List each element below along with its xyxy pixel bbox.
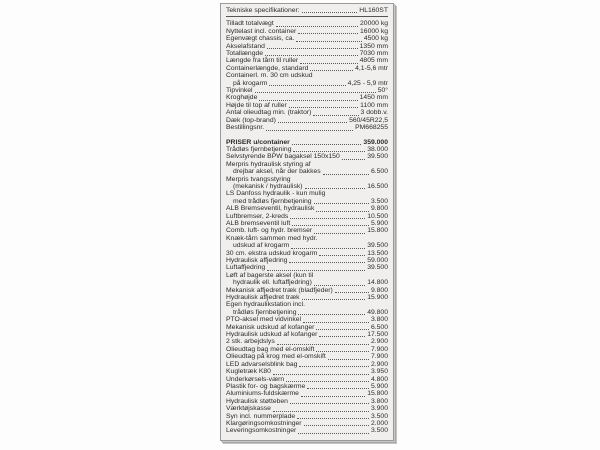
- dot-leader: [342, 159, 365, 160]
- dot-leader: [335, 292, 369, 293]
- dot-leader: [267, 270, 365, 271]
- row-label-line1: Merpris hydraulisk styring af: [226, 160, 311, 168]
- row-value: 359.000: [363, 138, 388, 146]
- table-row: [226, 109, 388, 116]
- row-label: med trådløs fjernbetjening: [233, 197, 312, 205]
- table-row: [226, 301, 388, 316]
- row-value: 3.800: [370, 316, 388, 324]
- row-label: Olieudtag bag med el-omskift: [226, 345, 315, 353]
- row-label: Selvstyrende BPW bagaksel 150x150: [226, 153, 340, 161]
- row-label: Hydraulisk udskud af kofanger: [226, 331, 318, 339]
- row-label: Akselafstand: [226, 42, 265, 50]
- row-value: 3.500: [370, 412, 388, 420]
- table-row: [226, 146, 388, 153]
- row-value: 6.500: [370, 323, 388, 331]
- table-row: [226, 161, 388, 176]
- table-row: [226, 117, 388, 124]
- row-value: 4.800: [370, 375, 388, 383]
- row-label: Hydraulisk affjedring: [226, 257, 288, 264]
- dot-leader: [273, 374, 369, 375]
- table-row: [226, 405, 388, 412]
- dot-leader: [292, 144, 362, 145]
- row-label: Højde til top af ruller: [226, 101, 287, 109]
- dot-leader: [316, 329, 369, 330]
- row-label: Plastik for- og bagskærme: [226, 382, 306, 390]
- dot-leader: [276, 26, 358, 27]
- row-value: 6.500: [370, 168, 388, 176]
- row-label: Tilladt totalvægt: [226, 20, 274, 28]
- row-value: 16000 kg: [360, 27, 388, 35]
- table-row: [226, 20, 388, 27]
- row-label: Totallængde: [226, 50, 264, 58]
- table-header-value: HL160ST: [359, 7, 388, 14]
- table-row: [226, 139, 388, 146]
- row-label: Luftaffjedring: [226, 264, 266, 272]
- row-value: 15.800: [367, 227, 388, 235]
- table-row: [226, 65, 388, 72]
- row-label: Trådløs fjernbetjening: [226, 145, 292, 153]
- dot-leader: [319, 336, 365, 337]
- row-label: Leveringsomkostninger: [226, 427, 297, 435]
- row-value: 10.500: [367, 212, 388, 220]
- dot-leader: [316, 211, 369, 212]
- row-label: Tipvinkel: [226, 87, 253, 95]
- row-label: Værktøjskasse: [226, 405, 271, 413]
- table-row: [226, 272, 388, 287]
- row-label-line1: LS Danfoss hydraulik - kun mulig: [226, 190, 326, 198]
- dot-leader: [301, 396, 365, 397]
- row-value: 3 dobb.v.: [360, 109, 388, 117]
- row-label: Comb. luft- og hydr. bremser: [226, 227, 313, 235]
- table-row: [226, 316, 388, 323]
- row-label-line1: Containerl. m. 30 cm udskud: [226, 72, 313, 80]
- dot-leader: [291, 248, 365, 249]
- row-label: Nyttelast incl. container: [226, 27, 297, 35]
- dot-leader: [267, 48, 358, 49]
- row-label: Aluminiums-fuldskærme: [226, 390, 299, 398]
- dot-leader: [290, 218, 365, 219]
- row-label: Bestillingsnr.: [226, 124, 265, 132]
- row-label: Syn incl. nummerplade: [226, 412, 296, 420]
- row-value: 38.000: [367, 145, 388, 153]
- row-label-line1: Knæk-tårn sammen med hydr.: [226, 234, 318, 242]
- row-label: trådløs fjernbetjening: [233, 308, 297, 316]
- row-value: 50°: [377, 87, 388, 95]
- table-row: [226, 413, 388, 420]
- row-label: Antal olieudtag min. (traktor): [226, 109, 312, 117]
- table-row: [226, 250, 388, 257]
- row-label: Længde fra tårn til ruller: [226, 57, 299, 65]
- row-label: (mekanisk / hydraulisk): [233, 182, 303, 190]
- table-row: [226, 235, 388, 250]
- row-label-line1: Merpris tvangsstyring: [226, 175, 291, 183]
- dot-leader: [296, 41, 361, 42]
- row-label: Mekanisk udskud af kofanger: [226, 323, 315, 331]
- table-row: [226, 35, 388, 42]
- table-row: [226, 287, 388, 294]
- table-row: [226, 264, 388, 271]
- table-row: [226, 28, 388, 35]
- table-row: [226, 427, 388, 434]
- row-value: 1100 mm: [360, 101, 388, 109]
- table-header-label: Tekniske specifikationer:: [226, 7, 300, 14]
- table-row: [226, 205, 388, 212]
- table-row: [226, 213, 388, 220]
- spec-table: [220, 3, 394, 441]
- dot-leader: [269, 85, 345, 86]
- row-label: på krogarm: [233, 79, 268, 87]
- row-label-line1: Egen hydraulikstation incl.: [226, 301, 305, 309]
- row-value: 13.500: [367, 249, 388, 257]
- table-row: [226, 331, 388, 338]
- row-value: 49.800: [367, 308, 388, 316]
- row-value: PM668255: [355, 124, 388, 132]
- row-value: 5.900: [370, 219, 388, 227]
- row-label: Klargøringsomkostninger: [226, 419, 302, 427]
- dot-leader: [304, 425, 369, 426]
- table-row: [226, 220, 388, 227]
- row-label: Hydraulisk affjedret træk: [226, 294, 300, 302]
- row-value: 5.900: [370, 382, 388, 390]
- row-label: PTO-aksel med vidvinkel: [226, 316, 302, 324]
- row-label: drejbar aksel, når der bakkes: [233, 168, 321, 176]
- dot-leader: [302, 12, 358, 13]
- table-row: [226, 227, 388, 234]
- row-label: ALB Bremseventil, hydraulisk: [226, 205, 315, 213]
- row-value: 1350 mm: [359, 42, 388, 50]
- row-label: Kugletræk K80: [226, 368, 271, 376]
- table-row: [226, 294, 388, 301]
- row-value: 59.000: [367, 257, 388, 264]
- row-value: 2.900: [370, 360, 388, 368]
- dot-leader: [289, 262, 365, 263]
- table-row: [226, 383, 388, 390]
- row-value: 14.800: [367, 279, 388, 287]
- table-row: [226, 43, 388, 50]
- row-label: Kroghøjde: [226, 94, 258, 102]
- row-label: udskud af krogarm: [233, 242, 290, 250]
- dot-leader: [297, 418, 369, 419]
- table-row: [226, 102, 388, 109]
- table-row: [226, 190, 388, 205]
- table-row: [226, 338, 388, 345]
- dot-leader: [292, 225, 369, 226]
- row-value: 3.500: [370, 427, 388, 435]
- dot-leader: [293, 151, 365, 152]
- row-value: 39.500: [367, 153, 388, 161]
- dot-leader: [303, 322, 369, 323]
- row-label: Containerlængde, standard: [226, 64, 309, 72]
- dot-leader: [328, 359, 369, 360]
- dot-leader: [298, 314, 365, 315]
- table-row: [226, 153, 388, 160]
- row-label: Egenvægt chassis, ca.: [226, 35, 295, 43]
- dot-leader: [313, 115, 358, 116]
- row-label: 30 cm. ekstra udskud krogarm: [226, 249, 318, 257]
- dot-leader: [299, 366, 369, 367]
- table-row: [226, 361, 388, 368]
- dot-leader: [266, 130, 353, 131]
- row-label: Underkørsels-værn: [226, 375, 285, 383]
- table-row: [226, 124, 388, 131]
- row-value: 39.500: [367, 264, 388, 272]
- dot-leader: [298, 433, 369, 434]
- dot-leader: [314, 233, 365, 234]
- row-value: 3.800: [370, 397, 388, 405]
- row-label: ALB bremseventil luft: [226, 219, 291, 227]
- row-value: 9.800: [370, 286, 388, 294]
- dot-leader: [310, 70, 353, 71]
- specs-section: [226, 20, 388, 131]
- row-value: 2.000: [370, 419, 388, 427]
- row-value: 560/45R22,5: [349, 116, 388, 124]
- dot-leader: [277, 344, 369, 345]
- dot-leader: [289, 107, 358, 108]
- table-row: [226, 257, 388, 264]
- dot-leader: [298, 33, 358, 34]
- dot-leader: [323, 174, 369, 175]
- dot-leader: [319, 255, 365, 256]
- row-label: 2 stk. arbejdslys: [226, 338, 275, 346]
- row-label: Luftbremser, 2-kreds: [226, 212, 289, 220]
- row-label: Hydraulisk støtteben: [226, 397, 288, 405]
- row-label-line1: Løft af bagerste aksel (kun til: [226, 271, 314, 279]
- dot-leader: [302, 299, 366, 300]
- dot-leader: [278, 122, 347, 123]
- table-row: [226, 376, 388, 383]
- table-row: [226, 94, 388, 101]
- row-value: 1450 mm: [359, 94, 388, 102]
- row-value: 20000 kg: [360, 20, 388, 28]
- prices-section: [226, 139, 388, 435]
- table-row: [226, 57, 388, 64]
- table-header: [226, 7, 388, 17]
- row-value: 15.800: [367, 390, 388, 398]
- row-value: 7.900: [370, 353, 388, 361]
- dot-leader: [290, 403, 369, 404]
- table-row: [226, 390, 388, 397]
- row-value: 9.800: [370, 205, 388, 213]
- row-value: 3.900: [370, 405, 388, 413]
- row-value: 3.500: [370, 197, 388, 205]
- row-value: 17.500: [367, 331, 388, 339]
- row-label: PRISER u/container: [226, 138, 290, 146]
- row-value: 15.900: [367, 294, 388, 302]
- row-value: 4,25 - 5,9 mtr: [347, 79, 388, 87]
- dot-leader: [300, 63, 357, 64]
- table-row: [226, 398, 388, 405]
- row-value: 3.950: [370, 368, 388, 376]
- dot-leader: [255, 92, 376, 93]
- row-value: 16.500: [367, 182, 388, 190]
- row-value: 2.900: [370, 338, 388, 346]
- row-label: Mekanisk affjedret træk (bladfjeder): [226, 286, 333, 294]
- row-value: 4805 mm: [359, 57, 388, 65]
- dot-leader: [273, 411, 369, 412]
- row-label: hydraulik ell. luftaffjedring): [233, 279, 312, 287]
- table-row: [226, 72, 388, 87]
- dot-leader: [314, 285, 365, 286]
- dot-leader: [307, 388, 369, 389]
- row-value: 4500 kg: [363, 35, 388, 43]
- row-value: 7030 mm: [359, 50, 388, 58]
- row-label: Olieudtag på krog med el-omskift: [226, 353, 326, 361]
- dot-leader: [305, 188, 366, 189]
- table-row: [226, 176, 388, 191]
- table-row: [226, 420, 388, 427]
- table-row: [226, 353, 388, 360]
- table-row: [226, 87, 388, 94]
- row-value: 4,1-5,6 mtr: [355, 64, 388, 72]
- row-label: LED advarselsblink bag: [226, 360, 298, 368]
- row-value: 7.900: [370, 345, 388, 353]
- dot-leader: [259, 100, 357, 101]
- dot-leader: [314, 203, 369, 204]
- table-row: [226, 324, 388, 331]
- dot-leader: [286, 381, 369, 382]
- row-label: Dæk (top-brand): [226, 116, 276, 124]
- table-row: [226, 368, 388, 375]
- row-value: 39.500: [367, 242, 388, 250]
